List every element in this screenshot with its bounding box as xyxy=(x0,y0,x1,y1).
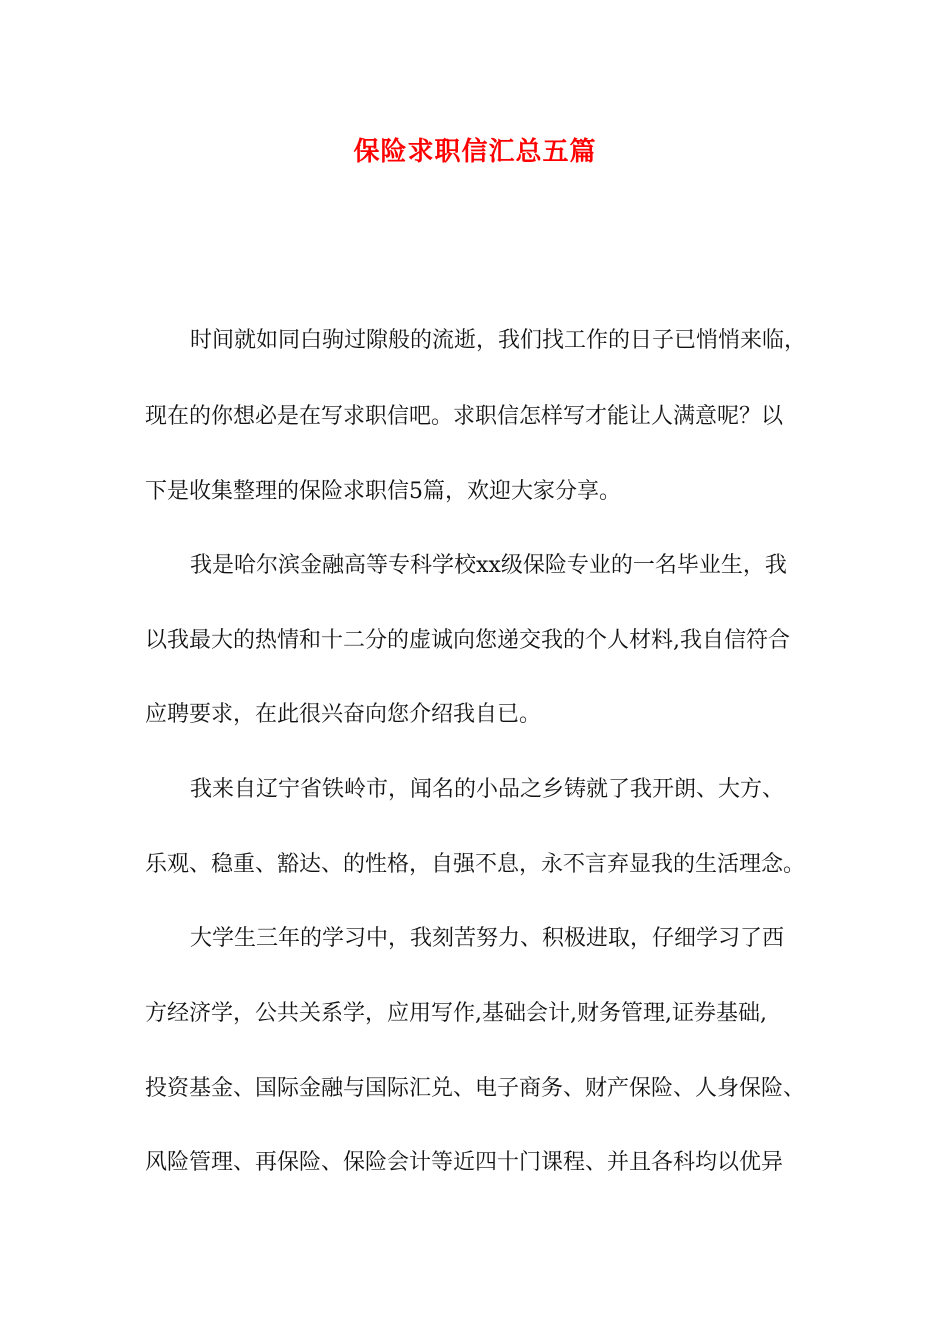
paragraph-1-line-3: 下是收集整理的保险求职信5篇，欢迎大家分享。 xyxy=(145,479,621,504)
paragraph-4-line-1: 大学生三年的学习中，我刻苦努力、积极进取，仔细学习了西 xyxy=(190,926,785,951)
paragraph-3-line-2: 乐观、稳重、豁达、的性格，自强不息，永不言弃显我的生活理念。 xyxy=(145,852,806,877)
paragraph-1-line-1: 时间就如同白驹过隙般的流逝，我们找工作的日子已悄悄来临， xyxy=(190,328,807,353)
document-title: 保险求职信汇总五篇 xyxy=(353,137,597,167)
paragraph-2-line-3: 应聘要求，在此很兴奋向您介绍我自已。 xyxy=(145,702,542,727)
paragraph-4-line-3: 投资基金、国际金融与国际汇兑、电子商务、财产保险、人身保险、 xyxy=(145,1076,806,1101)
paragraph-4-line-4: 风险管理、再保险、保险会计等近四十门课程、并且各科均以优异 xyxy=(145,1150,784,1175)
paragraph-2-line-1: 我是哈尔滨金融高等专科学校xx级保险专业的一名毕业生，我 xyxy=(190,553,787,578)
paragraph-4-line-2: 方经济学，公共关系学，应用写作,基础会计,财务管理,证券基础, xyxy=(145,1001,767,1026)
paragraph-3-line-1: 我来自辽宁省铁岭市，闻名的小品之乡铸就了我开朗、大方、 xyxy=(190,777,785,802)
paragraph-2-line-2: 以我最大的热情和十二分的虚诚向您递交我的个人材料,我自信符合 xyxy=(145,628,790,653)
paragraph-1-line-2: 现在的你想必是在写求职信吧。求职信怎样写才能让人满意呢？以 xyxy=(145,404,784,429)
